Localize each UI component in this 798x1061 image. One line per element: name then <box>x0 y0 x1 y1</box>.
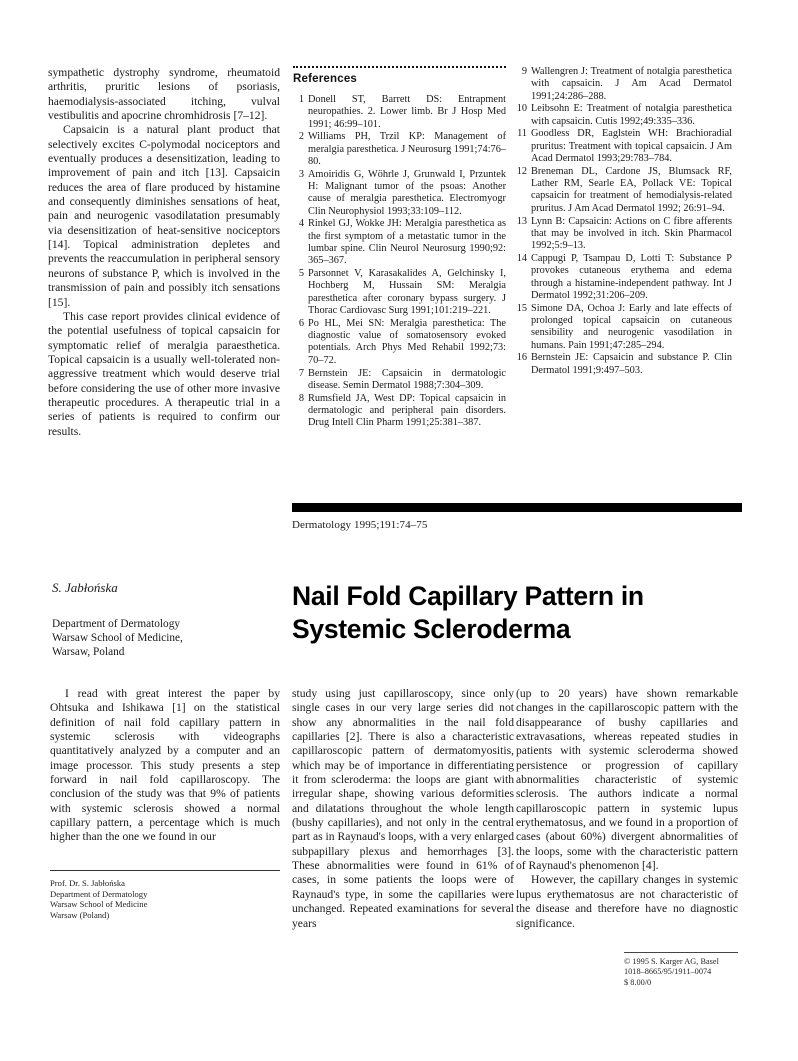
reference-number: 1 <box>298 94 304 105</box>
reference-list-right <box>516 66 732 377</box>
references-dotted-rule <box>293 66 506 68</box>
affiliation-line: Department of Dermatology <box>52 618 180 630</box>
reference-text: Cappugi P, Tsampau D, Lotti T: Substance P provokes cutaneous erythema and edema through a histamine-independent pathway. Int J Dermatol 1992;31:206–209. <box>531 252 732 301</box>
journal-citation-line: Dermatology 1995;191:74–75 <box>292 519 428 531</box>
paragraph: This case report provides clinical evidence of the potential usefulness of topical capsaicin for symptomatic relief of meralgia paraesthetica. Topical capsaicin is a usually well-tolerated non-aggressive treatment which would deserve trial before considering the use of other more invasive therapeutic procedures. A therapeutic trial in a series of patients is required to confirm our results. <box>48 309 280 438</box>
reference-number: 13 <box>516 215 527 227</box>
reference-item <box>293 169 506 218</box>
correspondence-line: Warsaw School of Medicine <box>50 899 148 910</box>
article-two-column-one <box>50 687 280 845</box>
reference-item <box>293 393 506 430</box>
paragraph: I read with great interest the paper by Ohtsuka and Ishikawa [1] on the statistical definition of nail fold capillary pattern in systemic sclerosis with videographs quantitatively analyzed by a computer and an image processor. This study presents a step forward in nail fold capillaroscopy. The conclusion of the study was that 9% of patients with systemic sclerosis showed a normal capillary pattern, a percentage which is much higher than the one we found in our <box>50 687 280 844</box>
paragraph: (up to 20 years) have shown remarkable changes in the capillaroscopic pattern with the disappearance of bushy capillaries and extravasations, whereas repeated studies in patients with systemic scleroderma showed persistence or progression of capillary abnormalities characteristic of systemic sclerosis. The authors indicate a normal capillaroscopic pattern in systemic lupus erythematosus, and we found in a proportion of cases (about 60%) divergent abnormalities of the loops, some with the characteristic pattern of Raynaud's phenomenon [4]. <box>516 687 738 873</box>
copyright-block <box>624 957 744 988</box>
correspondence-line: Warsaw (Poland) <box>50 909 110 920</box>
author-affiliation <box>52 617 183 660</box>
reference-number: 11 <box>517 128 527 140</box>
reference-text: Bernstein JE: Capsaicin in dermatologic disease. Semin Dermatol 1988;7:304–309. <box>308 367 506 391</box>
reference-number: 7 <box>298 367 304 379</box>
author-name: S. Jabłońska <box>52 580 118 595</box>
reference-number: 8 <box>298 392 304 404</box>
reference-text: Po HL, Mei SN: Meralgia paresthetica: The diagnostic value of somatosensory evoked potentials. Arch Phys Med Rehabil 1992;73: 70–72. <box>308 317 506 366</box>
reference-text: Rumsfield JA, West DP: Topical capsaicin in dermatologic and peripheral pain disorders. Drug Intell Clin Pharm 1991;25:381–387. <box>308 392 506 429</box>
reference-item <box>516 66 732 103</box>
correspondence-line: Department of Dermatology <box>50 888 148 899</box>
reference-text: Amoiridis G, Wöhrle J, Grunwald I, Przuntek H: Malignant tumor of the psoas: Another cause of meralgia paresthetica. Electromyogr Clin Neurophysiol 1993;33:109–112. <box>308 168 506 217</box>
reference-number: 3 <box>298 168 304 180</box>
reference-item <box>516 128 732 165</box>
paragraph: study using just capillaroscopy, since only single cases in our very large series did not show any abnormalities in the nail fold capillaries [2]. There is also a characteristic capillaroscopic pattern of dermatomyositis, which may be of importance in differentiating it from scleroderma: the loops are giant with irregular shape, showing various deformities and dilatations throughout the whole length (bushy capillaries), and not only in the central part as in Raynaud's loops, with a very enlarged subpapillary plexus and hemorrhages [3]. These abnormalities were found in 61% of cases, in some patients the loops were of Raynaud's type, in some the capillaries were unchanged. Repeated examinations for several years <box>292 687 514 930</box>
reference-item <box>293 218 506 267</box>
reference-text: Donell ST, Barrett DS: Entrapment neuropathies. 2. Lower limb. Br J Hosp Med 1991; 46:99–101. <box>308 94 506 130</box>
article-one-body-column <box>48 66 280 439</box>
correspondence-rule <box>50 870 280 871</box>
reference-text: Simone DA, Ochoa J: Early and late effects of prolonged topical capsaicin on cutaneous sensibility and neurogenic vasodilation in humans. Pain 1991;47:285–294. <box>531 302 732 351</box>
reference-number: 6 <box>298 317 304 329</box>
article-title: Nail Fold Capillary Pattern in Systemic Scleroderma <box>292 581 644 644</box>
reference-text: Parsonnet V, Karasakalides A, Gelchinsky I, Hochberg M, Hussain SM: Meralgia paresthetica after coronary bypass surgery. J Thorac Cardiovasc Surg 1991;101:219–221. <box>308 268 506 317</box>
reference-item <box>516 216 732 253</box>
copyright-rule <box>624 952 738 953</box>
paragraph: However, the capillary changes in systemic lupus erythematosus are not characteristic of the disease and therefore have no diagnostic significance. <box>516 873 738 930</box>
reference-item <box>293 268 506 317</box>
article-two-column-three <box>516 687 738 931</box>
reference-number: 10 <box>516 103 527 115</box>
reference-list-left <box>293 94 506 430</box>
reference-number: 2 <box>298 131 304 143</box>
reference-text: Bernstein JE: Capsaicin and substance P. Clin Dermatol 1991;9:497–503. <box>531 352 732 376</box>
reference-text: Rinkel GJ, Wokke JH: Meralgia paresthetica as the first symptom of a metastatic tumor in the lumbar spine. Clin Neurol Neurosurg 1990;92: 365–367. <box>308 218 506 267</box>
reference-text: Williams PH, Trzil KP: Management of meralgia paresthetica. J Neurosurg 1991;74:76–80. <box>308 131 506 167</box>
reference-item <box>516 303 732 352</box>
reference-item <box>516 103 732 128</box>
reference-number: 12 <box>516 165 527 177</box>
reference-number: 5 <box>298 268 304 280</box>
paragraph: sympathetic dystrophy syndrome, rheumatoid arthritis, pruritic lesions of psoriasis, haemodialysis-associated itching, vulval vestibulitis and apocrine chromhidrosis [7–12]. <box>48 66 280 123</box>
reference-item <box>516 253 732 302</box>
reference-number: 4 <box>298 218 304 230</box>
correspondence-block <box>50 878 280 920</box>
paragraph: Capsaicin is a natural plant product that selectively excites C-polymodal nociceptors and eventually produces a desensitization, leading to improvement of pain and itch [13]. Capsaicin reduces the area of flare produced by histamine and consequently diminishes sensations of heat, pain and neurogenic vasodilatation presumably via desensitization of heat-sensitive nociceptors [14]. Topical administration depletes and prevents the reaccumulation in peripheral sensory neurons of substance P, which is involved in the transmission of pain and possibly itch sensations [15]. <box>48 123 280 309</box>
reference-item <box>293 318 506 367</box>
article-two-column-two <box>292 687 514 931</box>
copyright-line: 1018–8665/95/1911–0074 <box>624 967 712 977</box>
reference-number: 9 <box>521 66 527 77</box>
reference-text: Breneman DL, Cardone JS, Blumsack RF, Lather RM, Searle EA, Pollack VE: Topical capsaicin for treatment of hemodialysis-related pruritus. J Am Acad Dermatol 1992; 26:91–94. <box>531 165 732 214</box>
reference-item <box>293 131 506 168</box>
references-heading: References <box>293 73 358 85</box>
references-column-one <box>293 66 506 430</box>
article-header-bar <box>292 503 742 512</box>
references-column-two <box>516 66 732 377</box>
reference-item <box>516 352 732 377</box>
reference-item <box>516 166 732 215</box>
correspondence-line: Prof. Dr. S. Jabłońska <box>50 878 125 888</box>
affiliation-line: Warsaw, Poland <box>52 646 125 659</box>
reference-text: Goodless DR, Eaglstein WH: Brachioradial pruritus: Treatment with topical capsaicin. J Am Acad Dermatol 1993;29:783–784. <box>531 128 732 165</box>
reference-text: Lynn B: Capsaicin: Actions on C fibre afferents that may be involved in itch. Skin Pharmacol 1992;5:9–13. <box>531 215 732 252</box>
reference-text: Wallengren J: Treatment of notalgia paresthetica with capsaicin. J Am Acad Dermatol 1991;24:286–288. <box>531 66 732 102</box>
reference-number: 16 <box>516 352 527 364</box>
reference-item <box>293 368 506 393</box>
reference-item <box>293 94 506 131</box>
copyright-line: © 1995 S. Karger AG, Basel <box>624 957 719 966</box>
reference-text: Leibsohn E: Treatment of notalgia paresthetica with capsaicin. Cutis 1992;49:335–336. <box>531 103 732 127</box>
reference-number: 15 <box>516 302 527 314</box>
affiliation-line: Warsaw School of Medicine, <box>52 632 183 645</box>
copyright-line: $ 8.00/0 <box>624 977 652 987</box>
reference-number: 14 <box>516 252 527 264</box>
